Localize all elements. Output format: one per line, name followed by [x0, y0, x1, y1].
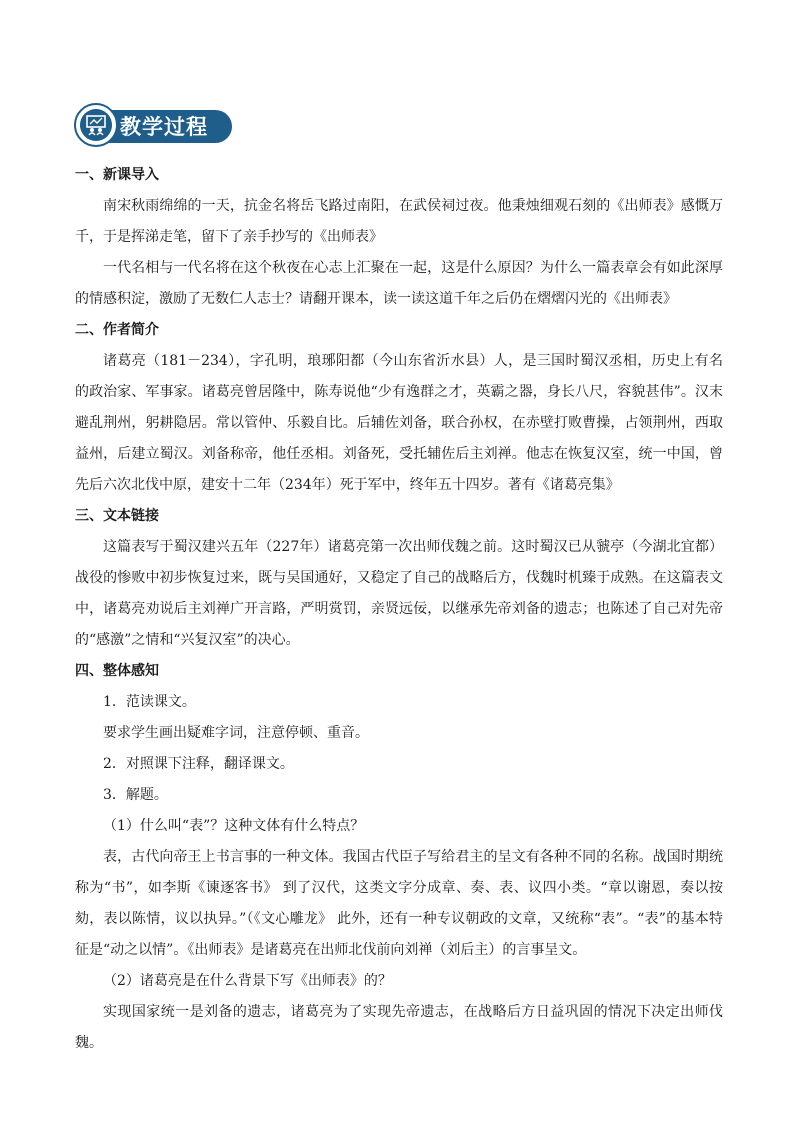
section-heading: 四、整体感知 — [75, 663, 159, 679]
paragraph: 诸葛亮（181－234），字孔明，琅琊阳都（今山东省沂水县）人，是三国时蜀汉丞相，历史上有名的政治家、军事家。诸葛亮曾居隆中，陈寿说他“少有逸群之才，英霸之器，身长八尺，容貌甚伟”。汉末避乱荆州，躬耕隐居。常以管仲、乐毅自比。后辅佐刘备，联合孙权，在赤壁打败曹操，占领荆州，西取益州，后建立蜀汉。刘备称帝，他任丞相。刘备死，受托辅佐后主刘禅。他志在恢复汉室，统一中国，曾先后六次北伐中原，建安十二年（234年）死于军中，终年五十四岁。著有《诸葛亮集》 — [75, 353, 723, 493]
teaching-icon — [85, 114, 107, 136]
paragraph: 表，古代向帝王上书言事的一种文体。我国古代臣子写给君主的呈文有各种不同的名称。战国时期统称为“书”，如李斯《谏逐客书》 到了汉代，这类文字分成章、奏、表、议四小类。“章以谢恩，奏以按劾，表以陈情，议以执异。”（《文心雕龙》 此外，还有一种专议朝政的文章，又统称“表”。“表”的基本特征是“动之以情”。《出师表》是诸葛亮在出师北伐前向刘禅（刘后主）的言事呈文。 — [75, 849, 723, 958]
section-heading: 一、新课导入 — [75, 167, 159, 183]
paragraph: 这篇表写于蜀汉建兴五年（227年）诸葛亮第一次出师伐魏之前。这时蜀汉已从虢亭（今湖北宜都）战役的惨败中初步恢复过来，既与吴国通好，又稳定了自己的战略后方，伐魏时机臻于成熟。在这篇表文中，诸葛亮劝说后主刘禅广开言路，严明赏罚，亲贤远佞，以继承先帝刘备的遗志；也陈述了自己对先帝的“感激”之情和“兴复汉室”的决心。 — [75, 539, 723, 648]
list-item: 3．解题。 — [103, 787, 168, 803]
paragraph: 一代名相与一代名将在这个秋夜在心志上汇聚在一起，这是什么原因？为什么一篇表章会有如此深厚的情感积淀，激励了无数仁人志士？请翻开课本，读一读这道千年之后仍在熠熠闪光的《出师表》 — [75, 260, 723, 307]
section-heading: 二、作者简介 — [75, 322, 159, 338]
paragraph: 要求学生画出疑难字词，注意停顿、重音。 — [103, 725, 369, 741]
banner-icon-badge — [74, 103, 118, 147]
banner-title: 教学过程 — [120, 114, 208, 139]
list-item: 1．范读课文。 — [103, 694, 196, 710]
document-body — [75, 160, 723, 1059]
list-item: 2．对照课下注释，翻译课文。 — [103, 756, 294, 772]
sub-question: （2）诸葛亮是在什么背景下写《出师表》的？ — [103, 973, 392, 989]
section-heading: 三、文本链接 — [75, 508, 159, 524]
sub-question: （1）什么叫“表”？这种文体有什么特点？ — [103, 818, 365, 834]
paragraph: 实现国家统一是刘备的遗志，诸葛亮为了实现先帝遗志，在战略后方日益巩固的情况下决定出师伐魏。 — [75, 1004, 723, 1051]
paragraph: 南宋秋雨绵绵的一天，抗金名将岳飞路过南阳，在武侯祠过夜。他秉烛细观石刻的《出师表》感慨万千，于是挥涕走笔，留下了亲手抄写的《出师表》 — [75, 198, 723, 245]
section-banner — [74, 103, 232, 149]
